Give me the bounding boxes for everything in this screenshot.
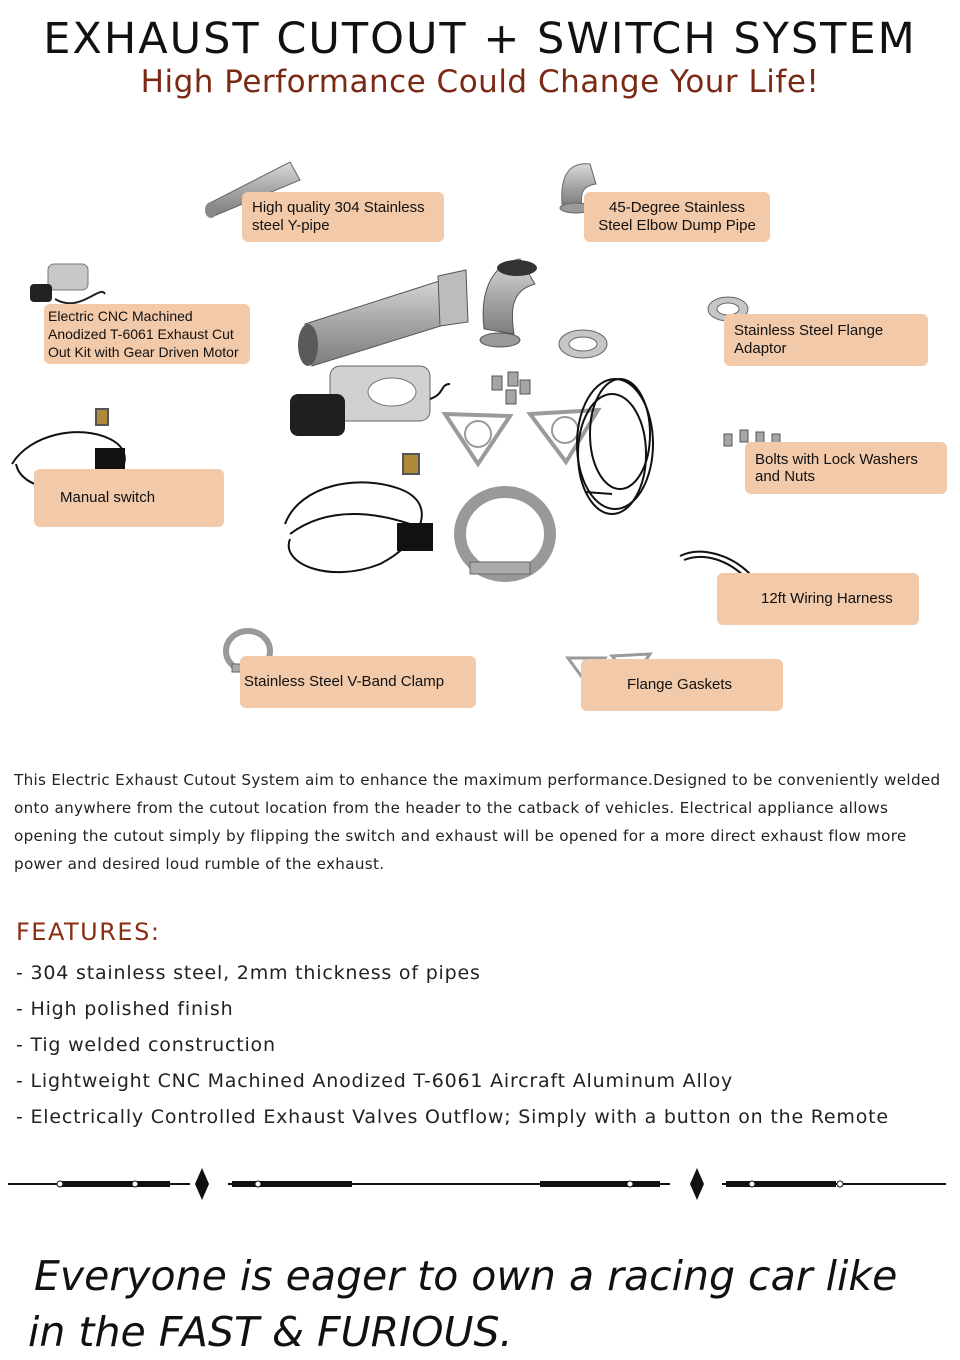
gaskets-image	[445, 410, 598, 464]
slogan-line-1: Everyone is eager to own a racing car like	[34, 1252, 898, 1300]
callout-ypipe	[242, 192, 444, 242]
flange-image	[559, 330, 607, 358]
main-ypipe-image	[298, 270, 468, 366]
feature-item: - High polished finish	[16, 998, 234, 1020]
callout-ypipe-text: High quality 304 Stainless steel Y-pipe	[252, 199, 425, 234]
switch-center-image	[285, 454, 432, 572]
main-elbow-image	[480, 259, 537, 347]
feature-item: - Lightweight CNC Machined Anodized T-6061 Aircraft Aluminum Alloy	[16, 1070, 734, 1092]
feature-item: - Electrically Controlled Exhaust Valves Outflow; Simply with a button on the Remote	[16, 1106, 889, 1128]
features-list	[16, 958, 889, 1138]
callout-switch	[34, 469, 224, 527]
feature-item: - 304 stainless steel, 2mm thickness of pipes	[16, 962, 481, 984]
callout-gaskets-text: Flange Gaskets	[627, 676, 733, 693]
callout-clamp	[240, 656, 476, 708]
page-title: EXHAUST CUTOUT + SWITCH SYSTEM	[43, 14, 917, 64]
callout-cutout	[44, 304, 250, 364]
features-title: FEATURES:	[16, 918, 161, 946]
callout-switch-text: Manual switch	[60, 489, 156, 506]
bolts-image	[492, 372, 530, 404]
product-photo	[0, 144, 960, 744]
page-subtitle: High Performance Could Change Your Life!	[140, 64, 820, 100]
diamond-icon	[195, 1168, 209, 1200]
feature-item: - Tig welded construction	[16, 1034, 276, 1056]
callout-cutout-text: Electric CNC Machined Anodized T-6061 Exhaust Cut Out Kit with Gear Driven Motor	[48, 308, 239, 360]
vband-clamp-image	[460, 492, 550, 576]
diamond-icon	[690, 1168, 704, 1200]
slogan	[28, 1248, 948, 1360]
wiring-coil-image	[577, 379, 653, 514]
callout-harness	[717, 573, 919, 625]
callout-clamp-text: Stainless Steel V-Band Clamp	[244, 673, 445, 690]
callout-harness-text: 12ft Wiring Harness	[761, 590, 893, 607]
callout-elbow-text: 45-Degree Stainless Steel Elbow Dump Pipe	[598, 199, 756, 234]
decorative-divider	[0, 1160, 960, 1204]
callout-gaskets	[581, 659, 783, 711]
callout-flange	[724, 314, 928, 366]
callout-elbow	[584, 192, 770, 242]
callout-bolts	[745, 442, 947, 494]
product-description: This Electric Exhaust Cutout System aim to enhance the maximum performance.Designed to be conveniently welded onto anywhere from the cutout location from the header to the catback of vehicles. Electrical appliance allows opening the cutout simply by flipping the switch and exhaust will be opened for a more direct exhaust flow more power and desired loud rumble of the exhaust.	[14, 771, 941, 873]
electric-cutout-image	[290, 366, 450, 436]
callout-bolts-text: Bolts with Lock Washers and Nuts	[755, 451, 918, 485]
cutout-small-image	[30, 264, 105, 303]
callout-flange-text: Stainless Steel Flange Adaptor	[734, 322, 884, 357]
slogan-line-2: in the FAST & FURIOUS.	[28, 1308, 513, 1356]
